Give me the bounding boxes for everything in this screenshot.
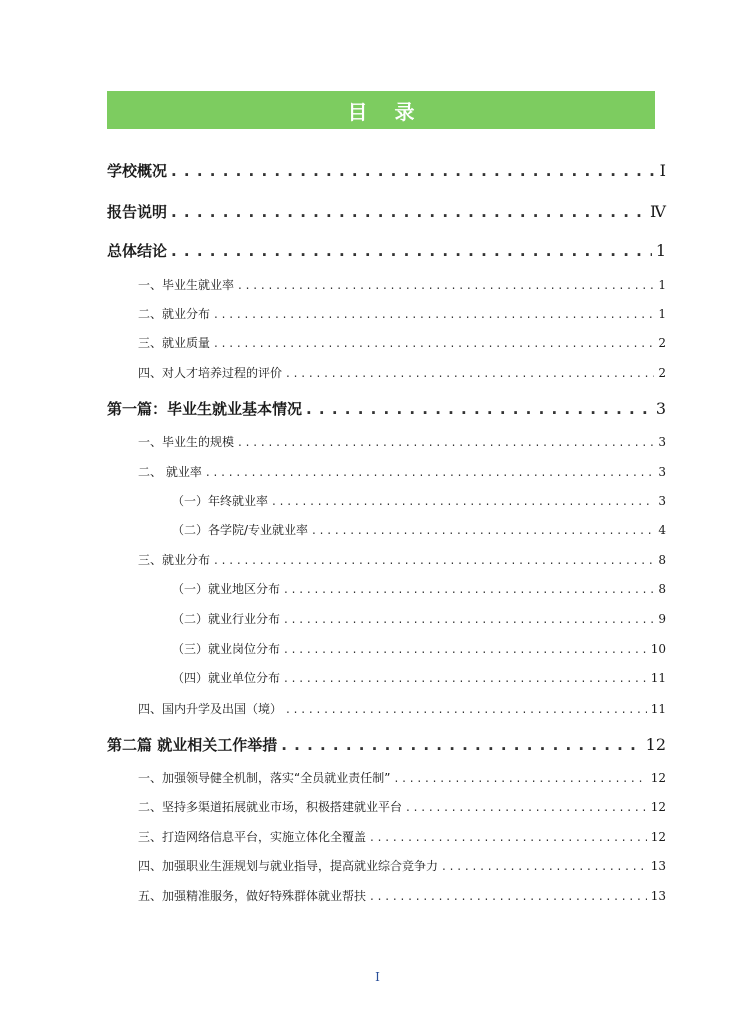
toc-entry-label: 一、加强领导健全机制，落实“全员就业责任制” bbox=[138, 771, 391, 785]
toc-leader-dots bbox=[394, 771, 646, 785]
toc-entry-page: 1 bbox=[658, 307, 666, 321]
toc-entry[interactable] bbox=[138, 857, 666, 875]
toc-entry-page: 12 bbox=[650, 771, 666, 785]
toc-entry[interactable] bbox=[138, 551, 666, 569]
toc-leader-dots bbox=[284, 582, 654, 596]
toc-leader-dots bbox=[238, 435, 654, 449]
toc-entry[interactable] bbox=[138, 769, 666, 787]
toc-entry[interactable] bbox=[138, 887, 666, 905]
toc-entry-label: 四、加强职业生涯规划与就业指导，提高就业综合竞争力 bbox=[138, 859, 439, 873]
toc-entry-label: （一）就业地区分布 bbox=[172, 582, 281, 596]
toc-title: 目 录 bbox=[107, 91, 655, 129]
toc-entry-label: 二、就业分布 bbox=[138, 307, 211, 321]
toc-entry-label: 第一篇：毕业生就业基本情况 bbox=[107, 400, 303, 418]
toc-entry-label: （二）就业行业分布 bbox=[172, 612, 281, 626]
toc-entry-label: 一、毕业生的规模 bbox=[138, 435, 235, 449]
toc-entry-label: 四、对人才培养过程的评价 bbox=[138, 366, 283, 380]
toc-leader-dots bbox=[214, 336, 654, 350]
toc-entry-page: 9 bbox=[658, 612, 666, 626]
toc-entry-page: 11 bbox=[650, 702, 666, 716]
toc-entry-label: 三、就业质量 bbox=[138, 336, 211, 350]
toc-entry[interactable] bbox=[138, 305, 666, 323]
toc-entry[interactable] bbox=[138, 276, 666, 294]
toc-leader-dots bbox=[370, 830, 647, 844]
toc-entry-page: 12 bbox=[650, 800, 666, 814]
toc-entry-label: 第二篇 就业相关工作举措 bbox=[107, 736, 278, 754]
toc-entry-label: 二、坚持多渠道拓展就业市场，积极搭建就业平台 bbox=[138, 800, 403, 814]
toc-entry-label: （二）各学院/专业就业率 bbox=[172, 523, 309, 537]
toc-entry-page: 2 bbox=[658, 366, 666, 380]
toc-entry-label: 总体结论 bbox=[107, 242, 168, 260]
toc-entry[interactable] bbox=[138, 828, 666, 846]
toc-entry-label: 学校概况 bbox=[107, 162, 168, 180]
toc-entry[interactable] bbox=[172, 669, 666, 687]
page-number: I bbox=[375, 970, 380, 984]
toc-entry-page: 3 bbox=[658, 435, 666, 449]
toc-entry-page: 1 bbox=[658, 278, 666, 292]
toc-entry-page: 12 bbox=[650, 830, 666, 844]
toc-entry-label: 一、毕业生就业率 bbox=[138, 278, 235, 292]
toc-entry-page: 8 bbox=[658, 553, 666, 567]
toc-entry[interactable] bbox=[172, 610, 666, 628]
toc-entry-label: （四）就业单位分布 bbox=[172, 671, 281, 685]
toc-entry-page: 3 bbox=[655, 399, 666, 418]
toc-leader-dots bbox=[442, 859, 647, 873]
toc-leader-dots bbox=[214, 553, 654, 567]
toc-leader-dots bbox=[370, 889, 647, 903]
toc-entry-page: 11 bbox=[650, 671, 666, 685]
toc-entry-page: 12 bbox=[645, 735, 666, 754]
toc-entry-page: 1 bbox=[655, 241, 666, 260]
toc-leader-dots bbox=[286, 702, 647, 716]
toc-entry[interactable] bbox=[138, 463, 666, 481]
toc-leader-dots bbox=[214, 307, 654, 321]
toc-entry[interactable] bbox=[138, 433, 666, 451]
toc-entry-label: 四、国内升学及出国（境） bbox=[138, 702, 283, 716]
toc-entry-page: 13 bbox=[650, 859, 666, 873]
toc-leader-dots bbox=[238, 278, 654, 292]
toc-entry[interactable] bbox=[172, 521, 666, 539]
toc-leader-dots bbox=[406, 800, 647, 814]
toc-entry[interactable] bbox=[107, 201, 666, 223]
toc-entry-page: 10 bbox=[650, 642, 666, 656]
toc-entry-page: 4 bbox=[658, 523, 666, 537]
toc-leader-dots bbox=[206, 465, 655, 479]
toc-leader-dots bbox=[284, 671, 647, 685]
toc-entry-label: 报告说明 bbox=[107, 203, 168, 221]
toc-entry-page: 13 bbox=[650, 889, 666, 903]
toc-entry-label: 二、 就业率 bbox=[138, 465, 202, 479]
toc-entry[interactable] bbox=[138, 334, 666, 352]
toc-leader-dots bbox=[281, 736, 641, 754]
toc-entry-page: 8 bbox=[658, 582, 666, 596]
toc-entry[interactable] bbox=[172, 580, 666, 598]
toc-entry-label: 五、加强精准服务，做好特殊群体就业帮扶 bbox=[138, 889, 367, 903]
toc-entry[interactable] bbox=[172, 640, 666, 658]
toc-leader-dots bbox=[286, 366, 654, 380]
toc-leader-dots bbox=[171, 203, 646, 221]
toc-entry-page: 3 bbox=[658, 494, 666, 508]
toc-leader-dots bbox=[312, 523, 654, 537]
toc-entry[interactable] bbox=[138, 798, 666, 816]
toc-leader-dots bbox=[272, 494, 654, 508]
toc-entry-label: （三）就业岗位分布 bbox=[172, 642, 281, 656]
toc-entry[interactable] bbox=[107, 160, 666, 182]
toc-entry[interactable] bbox=[107, 734, 666, 756]
toc-leader-dots bbox=[306, 400, 652, 418]
toc-entry[interactable] bbox=[138, 364, 666, 382]
toc-entry-label: （一）年终就业率 bbox=[172, 494, 269, 508]
toc-entry[interactable] bbox=[107, 240, 666, 262]
toc-leader-dots bbox=[284, 642, 647, 656]
toc-leader-dots bbox=[284, 612, 654, 626]
toc-entry[interactable] bbox=[172, 492, 666, 510]
toc-entry[interactable] bbox=[107, 398, 666, 420]
toc-entry-page: 3 bbox=[658, 465, 666, 479]
toc-leader-dots bbox=[171, 162, 656, 180]
toc-entry-page: Ⅳ bbox=[650, 202, 666, 221]
toc-entry-label: 三、就业分布 bbox=[138, 553, 211, 567]
toc-entry-page: Ⅰ bbox=[659, 161, 666, 180]
toc-entry-label: 三、打造网络信息平台，实施立体化全覆盖 bbox=[138, 830, 367, 844]
toc-leader-dots bbox=[171, 242, 652, 260]
toc-entry[interactable] bbox=[138, 700, 666, 718]
toc-entry-page: 2 bbox=[658, 336, 666, 350]
